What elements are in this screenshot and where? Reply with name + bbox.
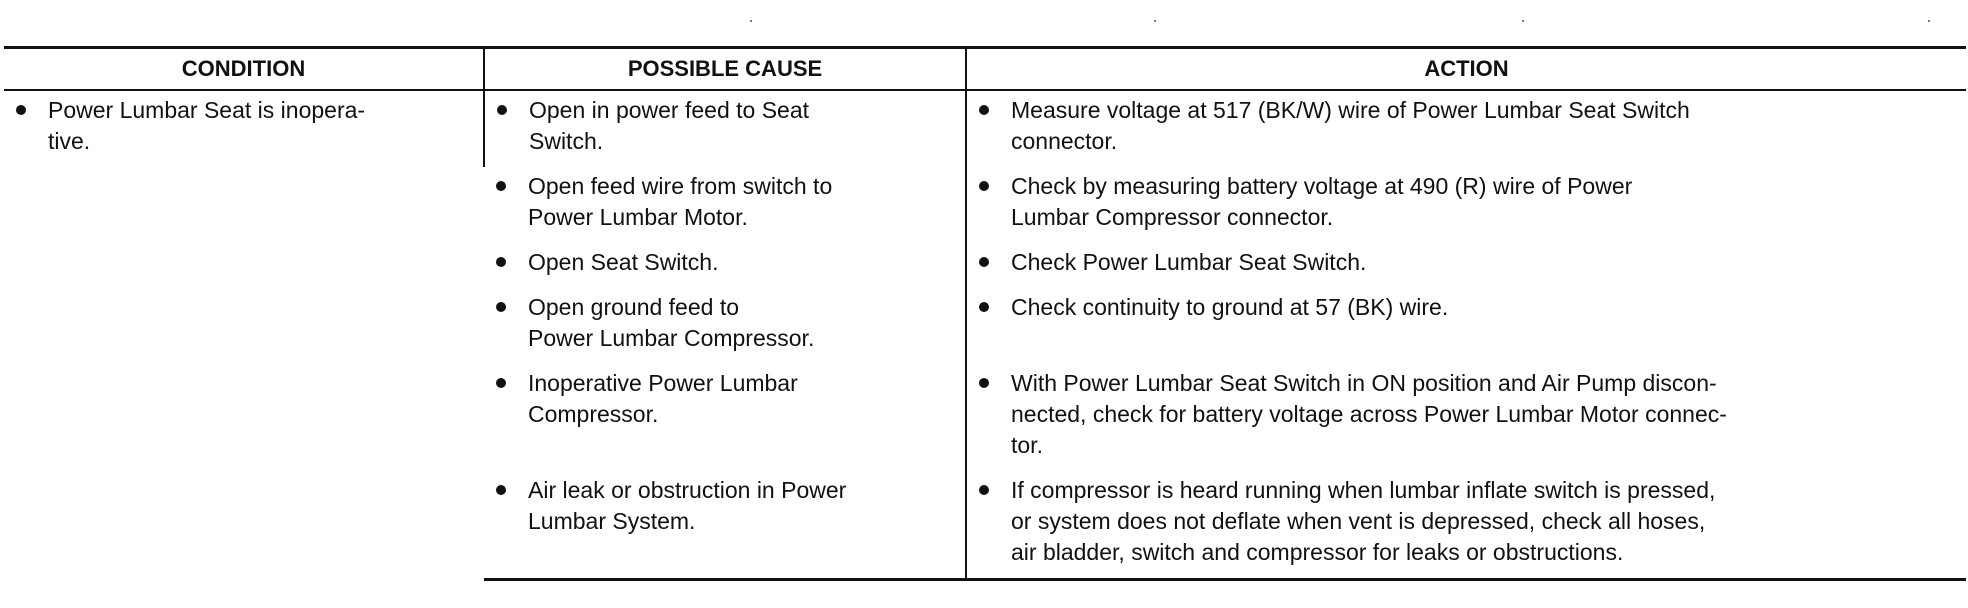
action-cell <box>966 90 1966 167</box>
action-text: Check Power Lumbar Seat Switch. <box>1011 249 1367 275</box>
action-text: Measure voltage at 517 (BK/W) wire of Power Lumbar Seat Switch connector. <box>1011 97 1690 154</box>
action-cell <box>966 364 1966 471</box>
bullet-icon <box>496 378 506 388</box>
cause-cell <box>484 288 966 364</box>
bullet-icon <box>496 257 506 267</box>
scan-speck <box>750 20 752 22</box>
cause-cell <box>484 471 966 580</box>
bullet-icon <box>496 181 506 191</box>
cause-cell <box>484 243 966 288</box>
bullet-icon <box>497 105 507 115</box>
condition-cell <box>4 90 484 580</box>
action-cell <box>966 471 1966 580</box>
bullet-icon <box>496 485 506 495</box>
bullet-icon <box>979 378 989 388</box>
bullet-icon <box>979 105 989 115</box>
action-cell <box>966 288 1966 364</box>
cause-text: Open ground feed to Power Lumbar Compressor. <box>528 294 815 351</box>
action-text: Check continuity to ground at 57 (BK) wire. <box>1011 294 1449 320</box>
bullet-icon <box>496 302 506 312</box>
cause-text: Air leak or obstruction in Power Lumbar System. <box>528 477 847 534</box>
scan-speck <box>1522 20 1524 22</box>
scan-speck <box>1928 20 1930 22</box>
condition-text: Power Lumbar Seat is inopera- tive. <box>48 97 366 154</box>
table-row <box>4 90 1966 167</box>
action-text: Check by measuring battery voltage at 490 (R) wire of Power Lumbar Compressor connector. <box>1011 173 1633 230</box>
action-text: If compressor is heard running when lumbar inflate switch is pressed, or system does not deflate when vent is depressed, check all hoses, air bladder, switch and compressor for leaks or obstructions. <box>1011 477 1716 565</box>
header-row <box>4 48 1966 91</box>
bullet-icon <box>979 302 989 312</box>
cause-cell <box>484 167 966 243</box>
cause-text: Inoperative Power Lumbar Compressor. <box>528 370 798 427</box>
scan-speck <box>1154 20 1156 22</box>
cause-text: Open feed wire from switch to Power Lumbar Motor. <box>528 173 833 230</box>
action-cell <box>966 243 1966 288</box>
bullet-icon <box>979 485 989 495</box>
bullet-icon <box>16 105 26 115</box>
cause-cell <box>484 364 966 471</box>
cause-text: Open in power feed to Seat Switch. <box>529 97 810 154</box>
cause-cell <box>484 90 966 167</box>
action-cell <box>966 167 1966 243</box>
bullet-icon <box>979 181 989 191</box>
action-header: ACTION <box>966 48 1966 91</box>
condition-header: CONDITION <box>4 48 484 91</box>
cause-text: Open Seat Switch. <box>528 249 719 275</box>
bullet-icon <box>979 257 989 267</box>
possible-cause-header: POSSIBLE CAUSE <box>484 48 966 91</box>
action-text: With Power Lumbar Seat Switch in ON position and Air Pump discon- nected, check for battery voltage across Power Lumbar Motor connec- tor. <box>1011 370 1727 458</box>
diagnosis-table <box>4 46 1966 581</box>
condition-item <box>4 91 483 167</box>
